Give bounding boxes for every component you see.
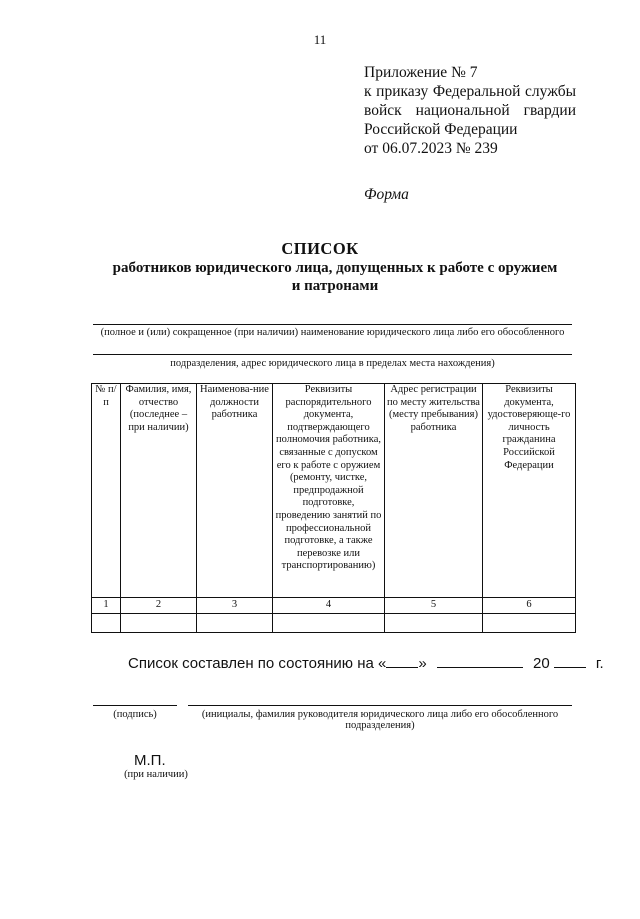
document-title: СПИСОК: [281, 239, 359, 258]
header-address: Адрес регистрации по месту жительства (месту пребывания) работника: [385, 384, 483, 598]
quote-close: »: [418, 655, 427, 672]
header-identity-document: Реквизиты документа, удостоверяюще-го личность гражданина Российской Федерации: [483, 384, 576, 598]
appendix-line-4: Российской Федерации: [364, 121, 518, 138]
appendix-block: [364, 63, 576, 158]
month-field[interactable]: [437, 653, 523, 668]
subtitle-line-1: работников юридического лица, допущенных к работе с оружием: [112, 260, 558, 276]
col-number-3: 3: [197, 598, 273, 614]
header-full-name: Фамилия, имя, отчество (последнее – при наличии): [121, 384, 197, 598]
year-field[interactable]: [554, 653, 586, 668]
head-caption-line-1: (инициалы, фамилия руководителя юридического лица либо его обособленного: [201, 709, 559, 720]
header-number: № п/п: [92, 384, 121, 598]
org-caption-2: подразделения, адрес юридического лица в пределах места нахождения): [170, 358, 495, 369]
col-number-4: 4: [273, 598, 385, 614]
document-subtitle: [90, 259, 580, 295]
col-number-6: 6: [483, 598, 576, 614]
table-cell[interactable]: [385, 614, 483, 633]
org-caption-1: (полное и (или) сокращенное (при наличии) наименование юридического лица либо его обособленного: [100, 327, 565, 338]
appendix-line-3: войск национальной гвардии: [364, 102, 576, 119]
stamp-caption: (при наличии): [124, 769, 188, 780]
subtitle-line-2: и патронами: [291, 278, 379, 294]
col-number-1: 1: [92, 598, 121, 614]
org-name-line-2[interactable]: [93, 354, 572, 355]
signature-line[interactable]: [93, 705, 177, 706]
table-cell[interactable]: [197, 614, 273, 633]
appendix-line-2: к приказу Федеральной службы: [364, 83, 576, 100]
table-header-row: [92, 384, 576, 598]
signature-caption: (подпись): [113, 709, 157, 720]
header-admin-document: Реквизиты распорядительного документа, подтверждающего полномочия работника, связанные с допуском его к работе с оружием (ремонту, чистке, предпродажной подготовке, проведению занятий по профессиональной подготовке, а также перевозке или транспортированию): [273, 384, 385, 598]
stamp-label: М.П.: [134, 752, 166, 769]
page-number: 11: [313, 32, 327, 47]
header-position: Наименова-ние должности работника: [197, 384, 273, 598]
year-prefix: 20: [533, 655, 550, 672]
col-number-5: 5: [385, 598, 483, 614]
table-cell[interactable]: [121, 614, 197, 633]
col-number-2: 2: [121, 598, 197, 614]
table-column-number-row: [92, 598, 576, 614]
year-suffix: г.: [595, 655, 604, 672]
state-date-line: [128, 653, 604, 672]
head-name-line[interactable]: [188, 705, 572, 706]
state-text: Список составлен по состоянию на «: [128, 655, 387, 672]
table-cell[interactable]: [92, 614, 121, 633]
form-label: Форма: [364, 186, 409, 203]
table-row[interactable]: [92, 614, 576, 633]
appendix-line-5: от 06.07.2023 № 239: [364, 140, 498, 157]
day-field[interactable]: [386, 653, 418, 668]
head-caption-line-2: подразделения): [345, 720, 415, 731]
workers-table: [91, 383, 576, 633]
appendix-line-1: Приложение № 7: [364, 64, 478, 81]
org-name-line-1[interactable]: [93, 324, 572, 325]
head-caption: [188, 709, 572, 731]
table-cell[interactable]: [483, 614, 576, 633]
table-cell[interactable]: [273, 614, 385, 633]
